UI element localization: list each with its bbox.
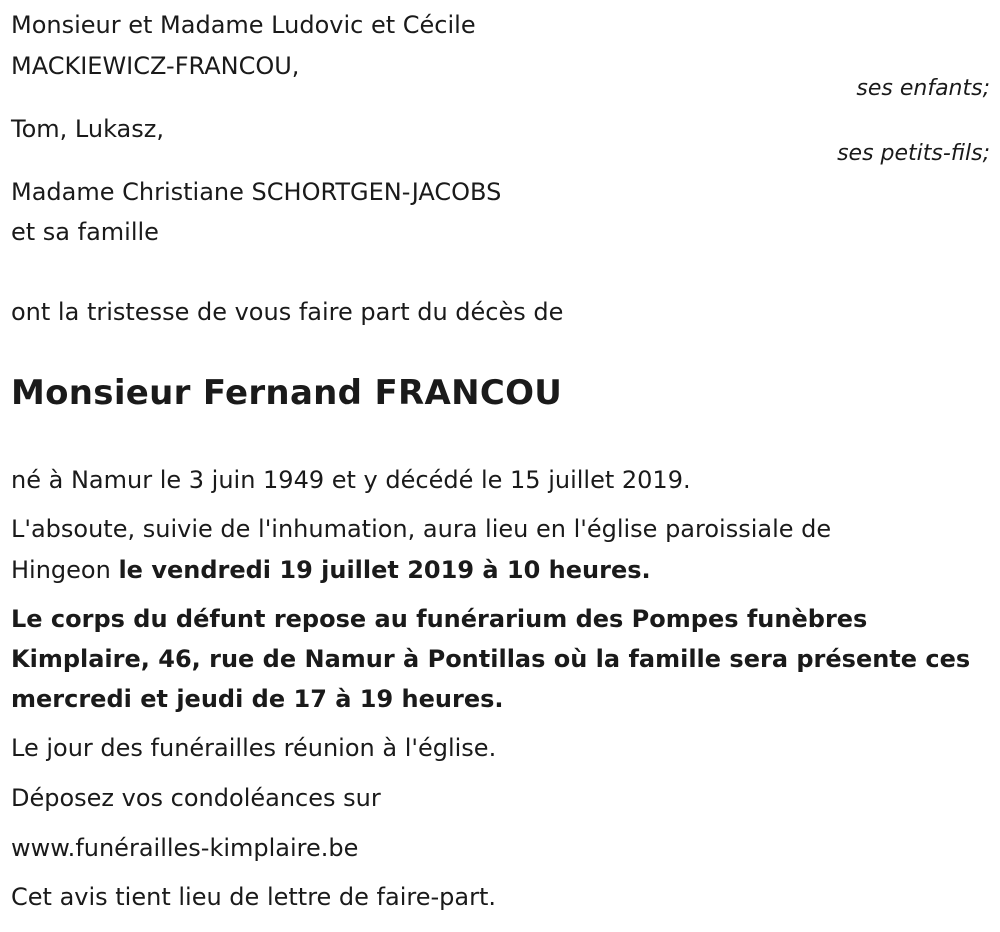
viewing-line-2: Kimplaire, 46, rue de Namur à Pontillas où la famille sera présente ces <box>11 645 971 673</box>
other-family-line-2: et sa famille <box>11 218 159 246</box>
grandchildren-role: ses petits-fils; <box>837 141 990 166</box>
viewing-line-3: mercredi et jeudi de 17 à 19 heures. <box>11 685 504 713</box>
announcement-text: ont la tristesse de vous faire part du décès de <box>11 298 564 326</box>
ceremony-line-1: L'absoute, suivie de l'inhumation, aura lieu en l'église paroissiale de <box>11 515 832 543</box>
children-role: ses enfants; <box>856 76 990 101</box>
children-line-1: Monsieur et Madame Ludovic et Cécile <box>11 11 476 39</box>
deceased-name: Monsieur Fernand FRANCOU <box>11 373 563 413</box>
grandchildren-line: Tom, Lukasz, <box>11 115 164 143</box>
ceremony-place: Hingeon <box>11 556 119 584</box>
other-family-line-1: Madame Christiane SCHORTGEN-JACOBS <box>11 178 502 206</box>
viewing-line-1: Le corps du défunt repose au funérarium des Pompes funèbres <box>11 605 868 633</box>
closing-line: Cet avis tient lieu de lettre de faire-part. <box>11 883 496 911</box>
condolences-line: Déposez vos condoléances sur <box>11 784 381 812</box>
ceremony-date: le vendredi 19 juillet 2019 à 10 heures. <box>118 556 651 584</box>
ceremony-line-2 <box>11 556 651 584</box>
birth-death-line: né à Namur le 3 juin 1949 et y décédé le 15 juillet 2019. <box>11 466 691 494</box>
meeting-line: Le jour des funérailles réunion à l'église. <box>11 734 497 762</box>
children-line-2: MACKIEWICZ-FRANCOU, <box>11 52 300 80</box>
website-link[interactable]: www.funérailles-kimplaire.be <box>11 834 359 862</box>
